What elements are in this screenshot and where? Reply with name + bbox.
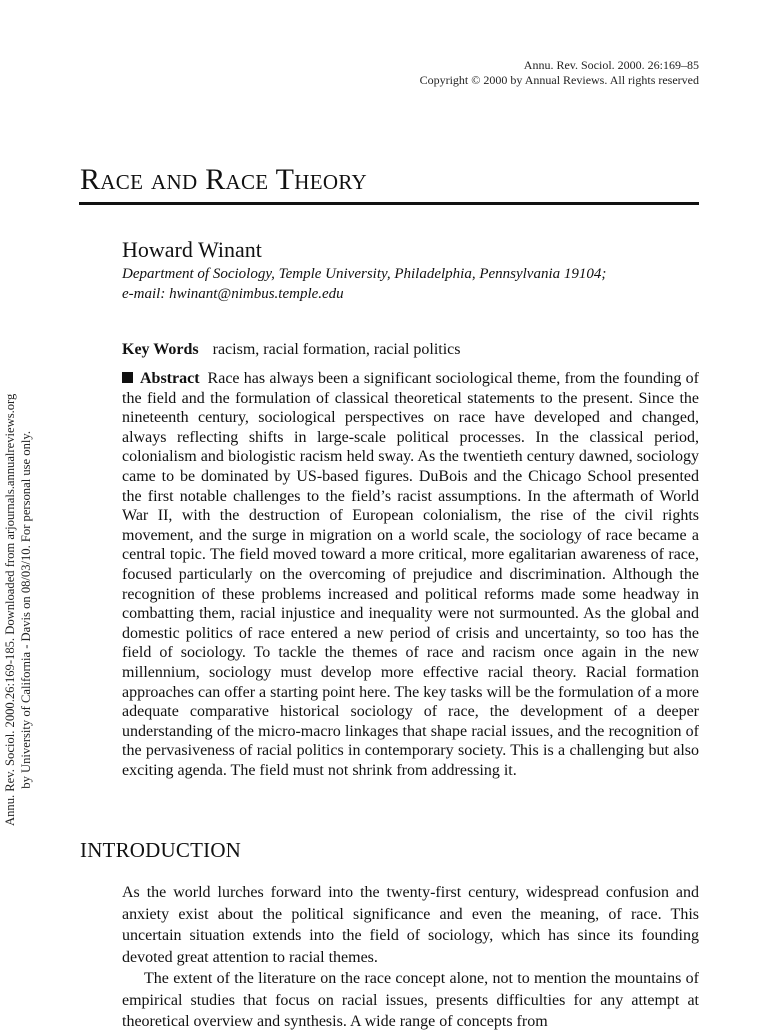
title-rule xyxy=(79,202,699,205)
keywords-value: racism, racial formation, racial politics xyxy=(212,341,461,358)
journal-citation-block xyxy=(420,58,699,88)
download-notice-line-2: by University of California - Davis on 08/03/10. For personal use only. xyxy=(19,430,33,789)
keywords-label: Key Words xyxy=(122,341,199,358)
journal-citation: Annu. Rev. Sociol. 2000. 26:169–85 xyxy=(523,58,699,72)
intro-paragraph: As the world lurches forward into the twenty-first century, widespread confusion and anxiety exist about the political significance and even the meaning, of race. This uncertain situation extends into the field of sociology, which has since its founding devoted great attention to racial themes. xyxy=(122,884,699,966)
download-notice xyxy=(2,394,34,826)
download-notice-line-1: Annu. Rev. Sociol. 2000.26:169-185. Downloaded from arjournals.annualreviews.org xyxy=(3,393,17,826)
article-title: Race and Race Theory xyxy=(80,163,367,196)
author-name: Howard Winant xyxy=(122,237,262,262)
abstract-text: Race has always been a significant sociological theme, from the founding of the field and the formulation of classical theoretical statements to the present. Since the nineteenth century, sociological perspectives on race have developed and changed, always reflecting shifts in large-scale political processes. In the classical period, colonialism and biologistic racism held sway. As the twentieth century dawned, sociology came to be dominated by US-based figures. DuBois and the Chicago School presented the first notable challenges to the field’s racist assumptions. In the aftermath of World War II, with the destruction of European colonialism, the rise of the civil rights movement, and the surge in migration on a world scale, the sociology of race became a central topic. The field moved toward a more critical, more egalitarian awareness of race, focused particularly on the overcoming of prejudice and discrimination. Although the recognition of these problems increased and political reforms made some headway in combatting them, racial injustice and inequality were not surmounted. As the global and domestic politics of race entered a new period of crisis and uncertainty, so too has the field of sociology. To tackle the themes of race and racism once again in the new millennium, sociology must develop more effective racial theory. Racial formation approaches can offer a starting point here. The key tasks will be the formulation of a more adequate comparative historical sociology of race, the development of a deeper understanding of the micro-macro linkages that shape racial issues, and the recognition of the pervasiveness of racial politics in contemporary society. This is a challenging but also exciting agenda. The field must not shrink from addressing it. xyxy=(122,370,699,779)
keywords xyxy=(122,340,461,360)
introduction-body xyxy=(122,882,699,1033)
author-email: e-mail: hwinant@nimbus.temple.edu xyxy=(122,286,344,302)
author-affiliation-block xyxy=(122,264,606,304)
section-heading-introduction: INTRODUCTION xyxy=(80,838,242,862)
copyright-notice: Copyright © 2000 by Annual Reviews. All rights reserved xyxy=(419,73,699,87)
intro-paragraph: The extent of the literature on the race concept alone, not to mention the mountains of empirical studies that focus on racial issues, presents difficulties for any attempt at theoretical overview and synthesis. A wide range of concepts from xyxy=(122,970,699,1030)
abstract-square-icon xyxy=(122,372,133,383)
abstract xyxy=(122,369,699,780)
abstract-label: Abstract xyxy=(140,370,200,387)
author-affiliation: Department of Sociology, Temple University, Philadelphia, Pennsylvania 19104; xyxy=(122,266,607,282)
